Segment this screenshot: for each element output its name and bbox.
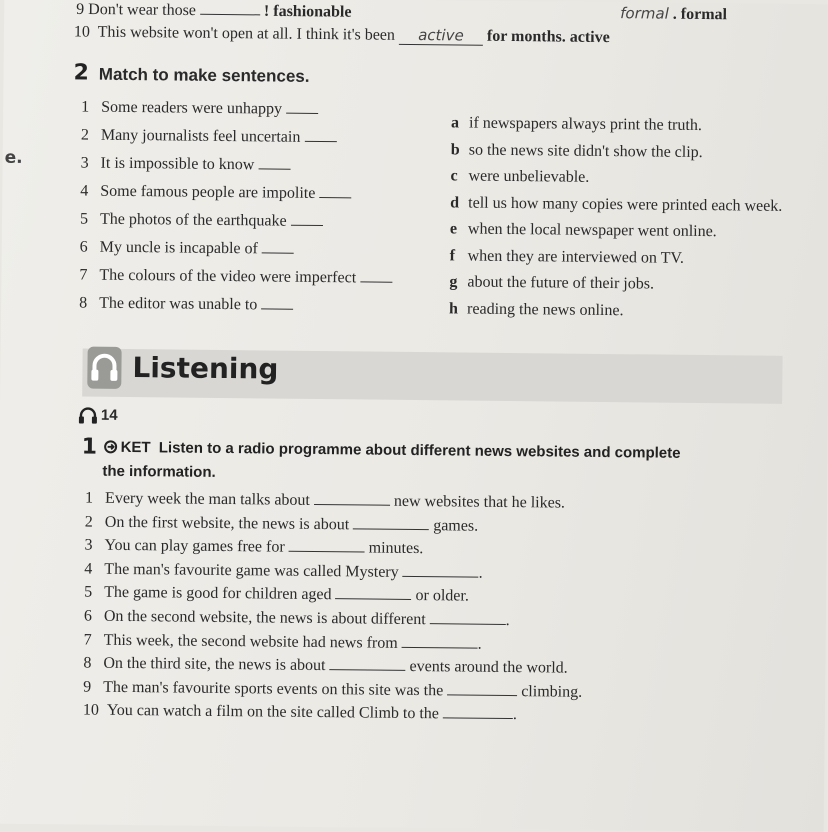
- top-item-9: 9 Don't wear those ! fashionable: [76, 0, 352, 21]
- match-right-item: g about the future of their jobs.: [449, 273, 655, 293]
- listening-item: 1 Every week the man talks about new websites that he likes.: [85, 489, 566, 512]
- match-left-item: 3 It is impossible to know: [80, 149, 393, 180]
- top-item-9-answer: formal . formal: [620, 4, 728, 24]
- margin-note: e.: [4, 147, 23, 168]
- match-left-item: 4 Some famous people are impolite: [80, 177, 393, 208]
- match-left-item: 1 Some readers were unhappy: [81, 93, 394, 124]
- exam-arrow-icon: [104, 440, 118, 454]
- exercise-1-instruction-cont: the information.: [102, 462, 216, 481]
- match-left-column: [79, 93, 394, 320]
- match-left-item: 2 Many journalists feel uncertain: [81, 121, 394, 152]
- exercise-1-instruction: KET Listen to a radio programme about different news websites and complete: [120, 438, 681, 462]
- track-number: 14: [100, 406, 118, 424]
- listening-item: 3 You can play games free for minutes.: [84, 536, 424, 558]
- listening-item: 9 The man's favourite sports events on this site was the climbing.: [83, 678, 583, 701]
- answer-blank: [200, 0, 260, 16]
- match-right-item: h reading the news online.: [449, 299, 624, 319]
- match-left-item: 5 The photos of the earthquake: [80, 205, 393, 236]
- exercise-2-header: 2 Match to make sentences.: [73, 60, 310, 86]
- headphones-icon: [86, 346, 122, 390]
- match-left-item: 8 The editor was unable to: [79, 289, 392, 320]
- listening-items: [83, 487, 584, 728]
- listening-item: 7 This week, the second website had news from .: [83, 631, 482, 653]
- match-right-item: d tell us how many copies were printed each week.: [450, 193, 783, 215]
- match-left-item: 6 My uncle is incapable of: [80, 233, 393, 264]
- exercise-1-number: 1: [81, 434, 98, 460]
- listening-item: 8 On the third site, the news is about events around the world.: [83, 654, 568, 677]
- match-right-item: c were unbelievable.: [450, 167, 590, 186]
- match-right-item: a if newspapers always print the truth.: [450, 114, 702, 134]
- listening-item: 5 The game is good for children aged or older.: [84, 583, 469, 605]
- audio-track-icon: [78, 406, 98, 424]
- top-item-10: 10 This website won't open at all. I think it's been active for months. active: [73, 23, 610, 47]
- listening-title: Listening: [132, 351, 279, 386]
- listening-item: 4 The man's favourite game was called Mystery .: [84, 560, 483, 582]
- listening-item: 10 You can watch a film on the site called Climb to the .: [82, 701, 518, 724]
- match-right-item: b so the news site didn't show the clip.: [450, 140, 703, 161]
- listening-item: 6 On the second website, the news is about different .: [83, 607, 510, 629]
- match-left-item: 7 The colours of the video were imperfect: [79, 261, 392, 292]
- match-right-item: e when the local newspaper went online.: [449, 220, 717, 241]
- listening-item: 2 On the first website, the news is about games.: [84, 513, 479, 535]
- match-right-item: f when they are interviewed on TV.: [449, 246, 684, 267]
- match-right-column: [449, 110, 783, 325]
